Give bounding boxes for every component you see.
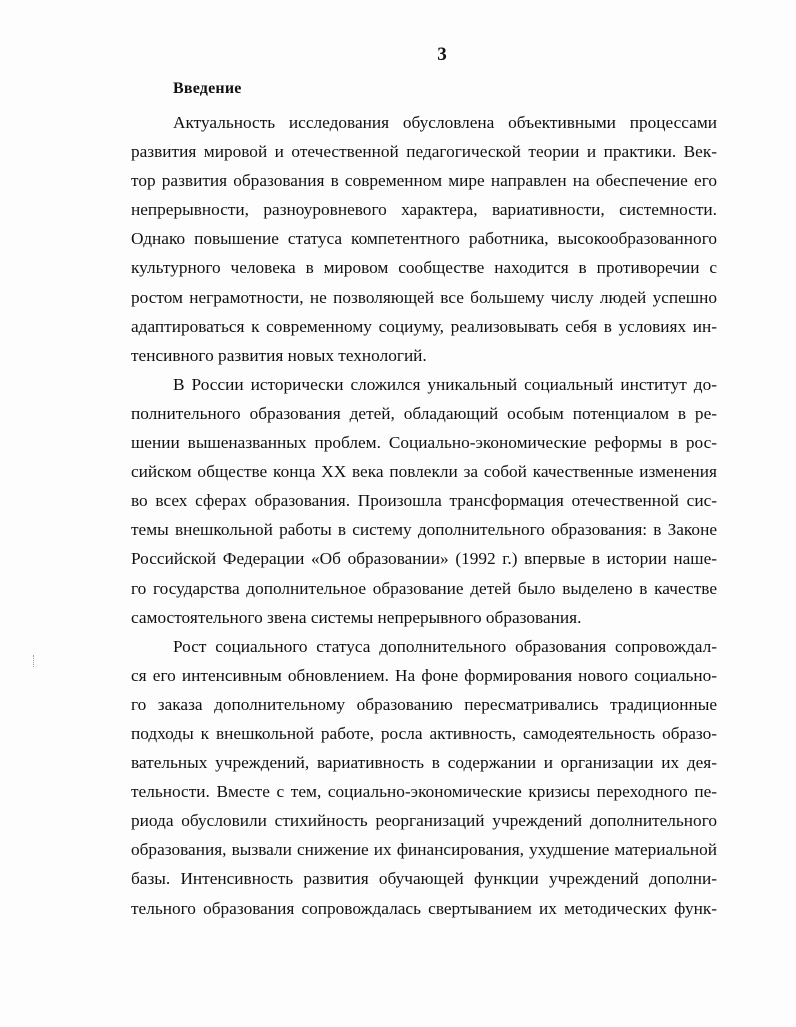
text-line: ся его интенсивным обновлением. На фоне формирования нового социально- <box>131 665 717 685</box>
text-line: тельного образования сопровождалась свертыванием их методических функ- <box>131 898 717 918</box>
page-number: 3 <box>437 44 447 65</box>
text-line: во всех сферах образования. Произошла трансформация отечественной сис- <box>131 491 717 511</box>
text-line: ростом неграмотности, не позволяющей все большему числу людей успешно <box>131 287 717 307</box>
text-line: го государства дополнительное образование детей было выделено в качестве <box>131 578 717 598</box>
text-line: развития мировой и отечественной педагогической теории и практики. Век- <box>131 142 717 162</box>
text-line: подходы к внешкольной работе, росла активность, самодеятельность образо- <box>131 723 717 743</box>
paragraph-3 <box>131 632 717 923</box>
text-line: Рост социального статуса дополнительного образования сопровождал- <box>173 636 717 656</box>
text-line: темы внешкольной работы в систему дополнительного образования: в Законе <box>131 520 717 540</box>
text-line: полнительного образования детей, обладающий особым потенциалом в ре- <box>131 403 717 423</box>
text-line: образования, вызвали снижение их финансирования, ухудшение материальной <box>131 840 717 860</box>
text-line: тор развития образования в современном мире направлен на обеспечение его <box>131 171 717 191</box>
paragraph-1 <box>131 108 717 370</box>
text-line: шении вышеназванных проблем. Социально-экономические реформы в рос- <box>131 433 717 453</box>
text-line: тенсивного развития новых технологий. <box>131 345 427 365</box>
section-heading: Введение <box>173 80 242 97</box>
text-line: го заказа дополнительному образованию пересматривались традиционные <box>131 694 717 714</box>
text-line: В России исторически сложился уникальный социальный институт до- <box>173 374 717 394</box>
text-line: Однако повышение статуса компетентного работника, высокообразованного <box>131 229 717 249</box>
scan-margin-mark <box>33 655 37 667</box>
text-line: культурного человека в мировом сообществе находится в противоречии с <box>131 258 717 278</box>
text-line: риода обусловили стихийность реорганизаций учреждений дополнительного <box>131 811 717 831</box>
text-line: базы. Интенсивность развития обучающей функции учреждений дополни- <box>131 869 717 889</box>
text-line: Российской Федерации «Об образовании» (1992 г.) впервые в истории наше- <box>131 549 717 569</box>
text-line: адаптироваться к современному социуму, реализовывать себя в условиях ин- <box>131 316 717 336</box>
text-line: сийском обществе конца XX века повлекли за собой качественные изменения <box>131 462 717 482</box>
body-text <box>131 108 717 923</box>
paragraph-2 <box>131 370 717 632</box>
text-line: самостоятельного звена системы непрерывного образования. <box>131 607 582 627</box>
text-line: Актуальность исследования обусловлена объективными процессами <box>173 113 717 132</box>
text-line: непрерывности, разноуровневого характера, вариативности, системности. <box>131 200 717 220</box>
text-line: вательных учреждений, вариативность в содержании и организации их дея- <box>131 753 717 773</box>
text-line: тельности. Вместе с тем, социально-экономические кризисы переходного пе- <box>131 782 717 802</box>
